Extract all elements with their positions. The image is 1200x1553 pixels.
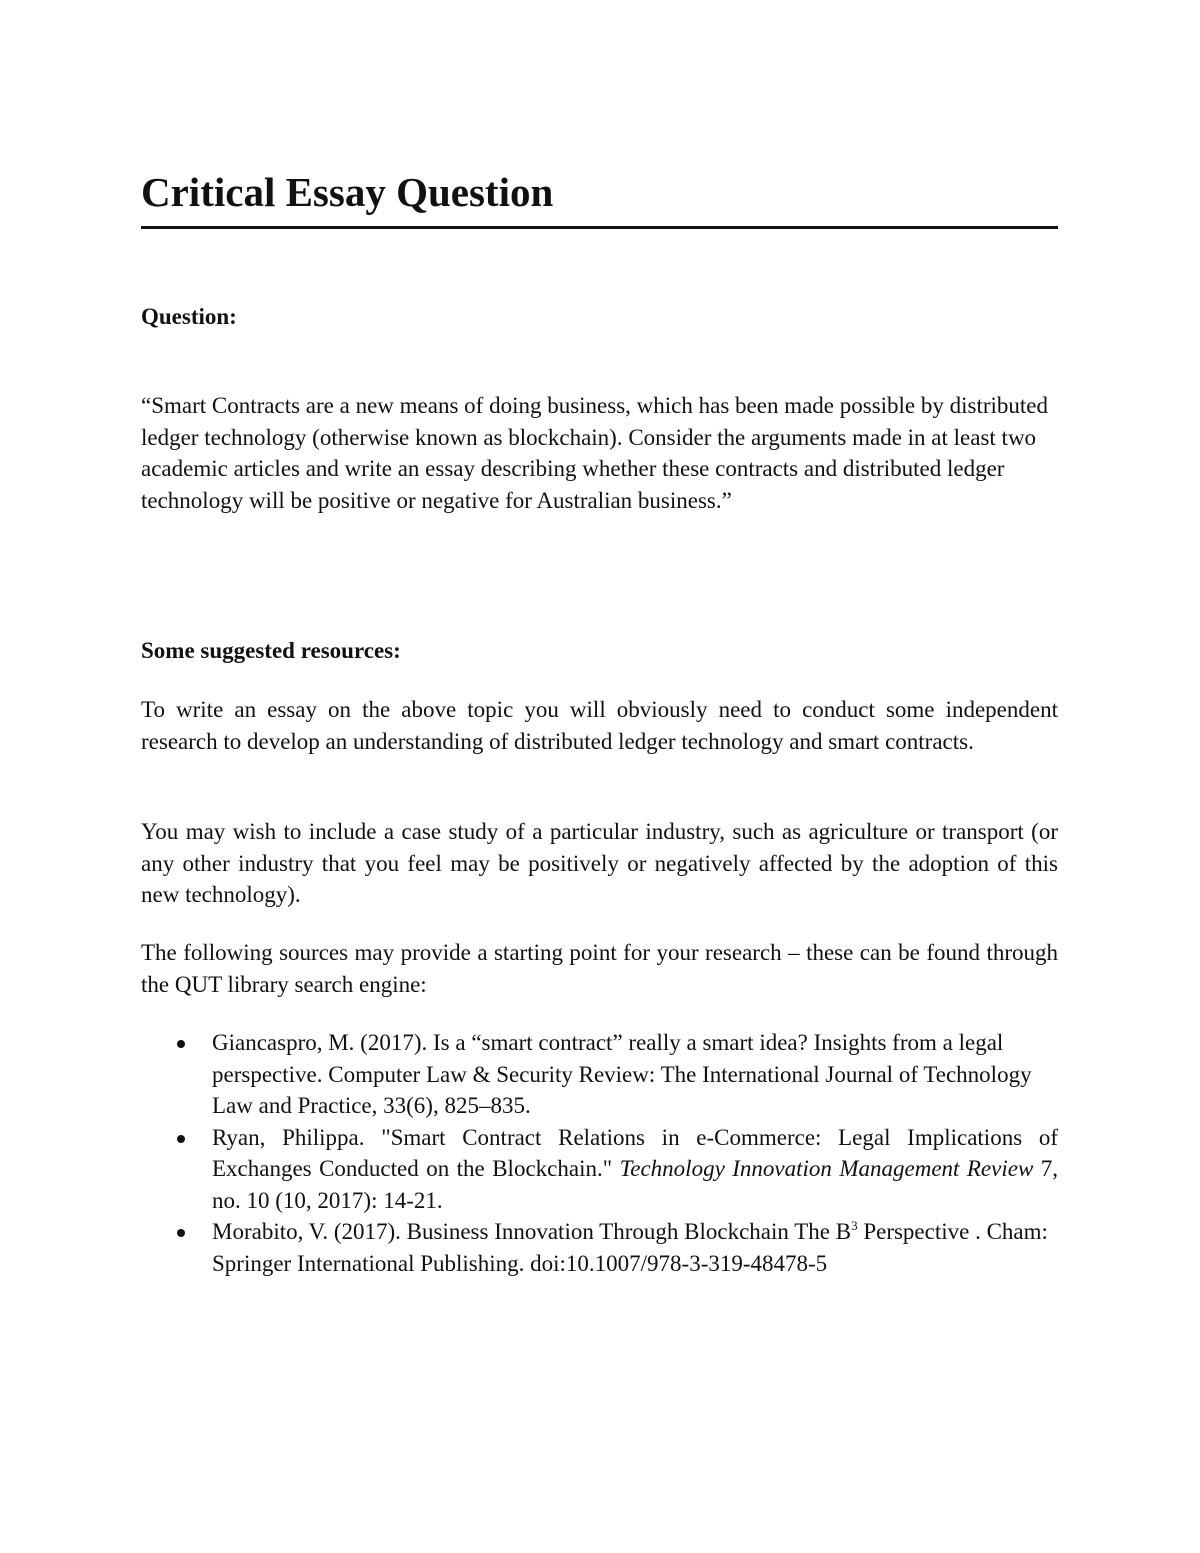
resources-paragraph-1: To write an essay on the above topic you will obviously need to conduct some independent research to develop an understanding of distributed ledger technology and smart contracts. bbox=[141, 697, 1058, 754]
reference-text-before: Morabito, V. (2017). Business Innovation Through Blockchain The B bbox=[212, 1219, 852, 1244]
document-title: Critical Essay Question bbox=[141, 169, 554, 215]
reference-text-after: 7, no. 10 (10, 2017): 14-21. bbox=[212, 1156, 1059, 1213]
reference-list bbox=[141, 1027, 1058, 1279]
reference-item bbox=[141, 1216, 1058, 1279]
bullet-icon bbox=[177, 1040, 185, 1048]
question-text: “Smart Contracts are a new means of doing business, which has been made possible by distributed ledger technology (otherwise known as blockchain). Consider the arguments made in at least two academic articles and write an essay describing whether these contracts and distributed ledger technology will be positive or negative for Australian business.” bbox=[141, 393, 1049, 513]
reference-text: Giancaspro, M. (2017). Is a “smart contract” really a smart idea? Insights from a legal perspective. Computer Law & Security Review: The International Journal of Technology Law and Practice, 33(6), 825–835. bbox=[212, 1030, 1032, 1118]
resources-paragraph-3: The following sources may provide a starting point for your research – these can be found through the QUT library search engine: bbox=[141, 940, 1058, 997]
title-underline bbox=[141, 226, 1058, 229]
resources-paragraph-2: You may wish to include a case study of a particular industry, such as agriculture or transport (or any other industry that you feel may be positively or negatively affected by the adoption of this new technology). bbox=[141, 819, 1058, 907]
bullet-icon bbox=[177, 1135, 185, 1143]
reference-item bbox=[141, 1122, 1058, 1217]
reference-superscript: 3 bbox=[851, 1218, 858, 1233]
reference-item bbox=[141, 1027, 1058, 1122]
bullet-icon bbox=[177, 1229, 185, 1237]
reference-text bbox=[212, 1216, 1058, 1279]
reference-text-after: Perspective . Cham: Springer International Publishing. doi:10.1007/978-3-319-48478-5 bbox=[212, 1219, 1048, 1276]
reference-journal: Technology Innovation Management Review bbox=[619, 1156, 1034, 1181]
reference-text bbox=[212, 1122, 1058, 1217]
question-heading: Question: bbox=[141, 304, 237, 329]
resources-heading: Some suggested resources: bbox=[141, 638, 401, 663]
reference-text-before: Ryan, Philippa. "Smart Contract Relations in e-Commerce: Legal Implications of Exchanges Conducted on the Blockchain." bbox=[212, 1124, 1058, 1181]
